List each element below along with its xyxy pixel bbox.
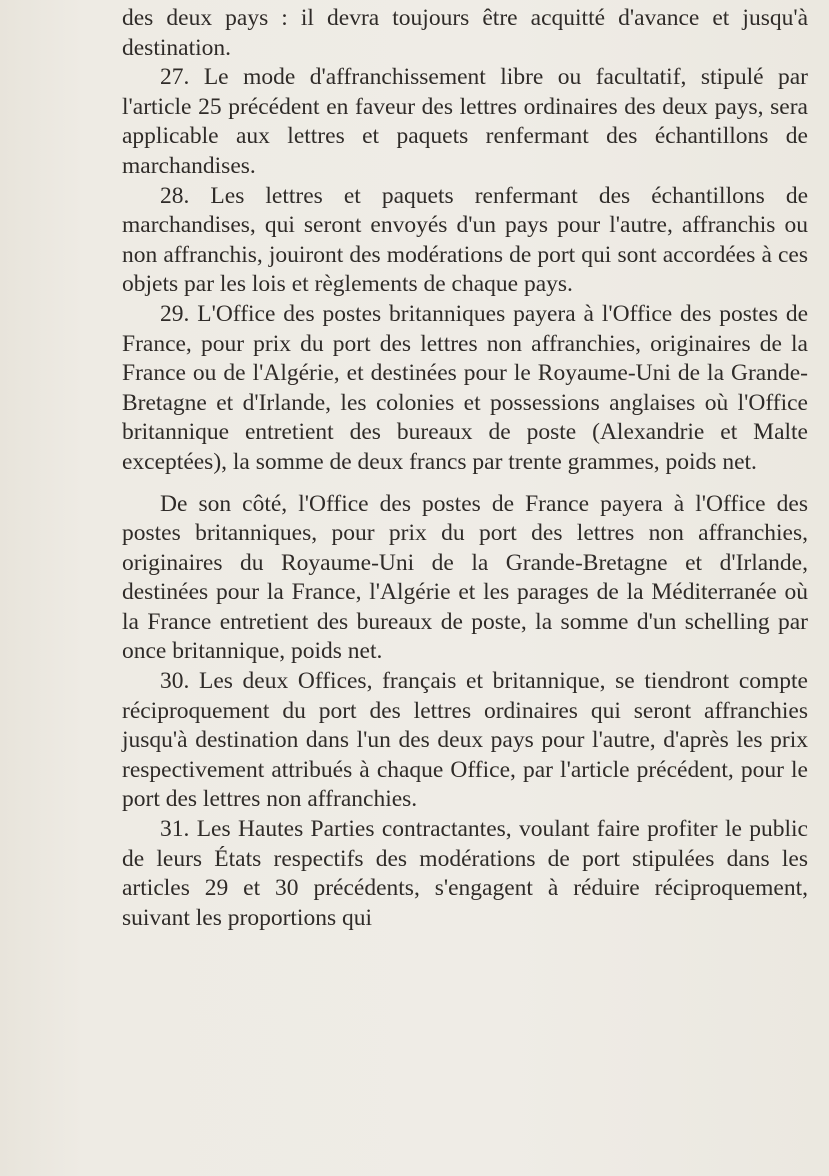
article-29: 29. L'Office des postes britanniques payera à l'Office des postes de France, pour prix du port des lettres non affranchies, originaires de la France ou de l'Algérie, et destinées pour le Royaume-Uni de la Grande-Bretagne et d'Irlande, les colonies et possessions anglaises où l'Office britannique entretient des bureaux de poste (Alexandrie et Malte exceptées), la somme de deux francs par trente grammes, poids net. bbox=[122, 300, 808, 475]
article-29-second-paragraph: De son côté, l'Office des postes de France payera à l'Office des postes britanniques, pour prix du port des lettres non affranchies, originaires du Royaume-Uni de la Grande-Bretagne et d'Irlande, destinées pour la France, l'Algérie et les parages de la Méditerranée où la France entretient des bureaux de poste, la somme d'un schelling par once britannique, poids net. bbox=[122, 490, 808, 665]
article-28: 28. Les lettres et paquets renfermant des échantillons de marchandises, qui seront envoyés d'un pays pour l'autre, affranchis ou non affranchis, jouiront des modérations de port qui sont accordées à ces objets par les lois et règlements de chaque pays. bbox=[122, 182, 808, 298]
article-27: 27. Le mode d'affranchissement libre ou facultatif, stipulé par l'article 25 précédent en faveur des lettres ordinaires des deux pays, sera applicable aux lettres et paquets renfermant des échantillons de marchandises. bbox=[122, 64, 808, 179]
paragraph-continuation: des deux pays : il devra toujours être acquitté d'avance et jusqu'à destination. bbox=[122, 5, 808, 61]
document-body bbox=[122, 4, 808, 933]
article-31: 31. Les Hautes Parties contractantes, voulant faire profiter le public de leurs États respectifs des modérations de port stipulées dans les articles 29 et 30 précédents, s'engagent à réduire réciproquement, suivant les proportions qui bbox=[122, 816, 808, 931]
article-30: 30. Les deux Offices, français et britannique, se tiendront compte réciproquement du port des lettres ordinaires qui seront affranchies jusqu'à destination dans l'un des deux pays pour l'autre, d'après les prix respectivement attribués à chaque Office, par l'article précédent, pour le port des lettres non affranchies. bbox=[122, 668, 808, 813]
